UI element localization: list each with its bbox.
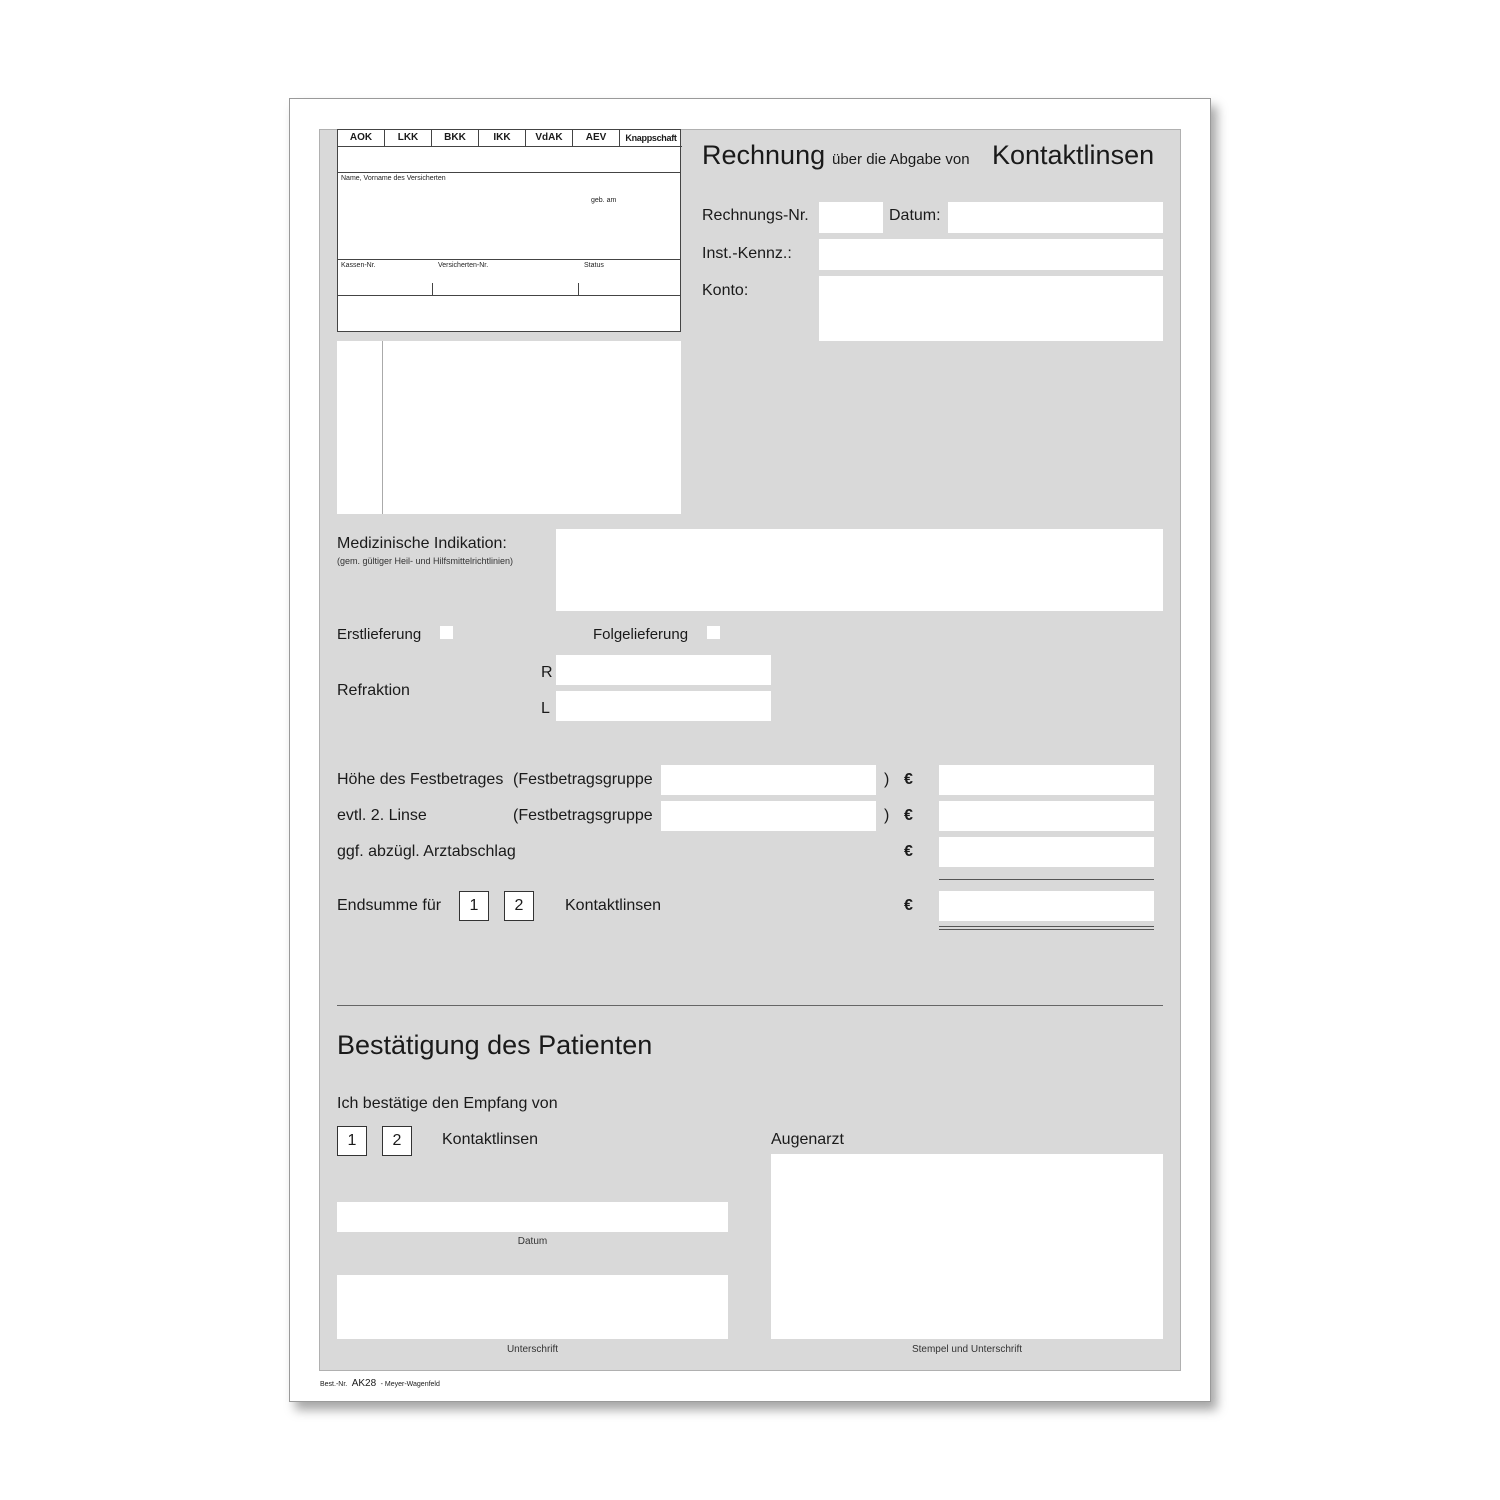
indication-sub: (gem. gültiger Heil- und Hilfsmittelrichtlinien) — [337, 556, 514, 566]
first-delivery-label: Erstlieferung — [337, 626, 422, 643]
total-option-1[interactable]: 1 — [459, 891, 489, 921]
inst-kennz-field[interactable] — [819, 239, 1163, 270]
title-middle: über die Abgabe von — [832, 151, 970, 168]
divider — [382, 341, 383, 514]
signature-field[interactable] — [337, 1275, 728, 1339]
paren-close: ) — [884, 807, 890, 824]
subtotal-line — [939, 879, 1154, 880]
insurance-vdak[interactable]: VdAK — [526, 130, 573, 147]
title-main: Rechnung — [702, 140, 826, 170]
signature-caption: Unterschrift — [506, 1344, 559, 1355]
festbetrag-amount-field[interactable] — [939, 765, 1154, 795]
arztabschlag-amount-field[interactable] — [939, 837, 1154, 867]
indication-field[interactable] — [556, 529, 1163, 611]
confirmation-heading: Bestätigung des Patienten — [337, 1030, 653, 1060]
prescription-box[interactable] — [337, 341, 681, 514]
euro-sign: € — [904, 771, 913, 788]
rechnungs-nr-field[interactable] — [819, 202, 883, 233]
datum-field[interactable] — [948, 202, 1163, 233]
konto-field[interactable] — [819, 276, 1163, 341]
refraction-left-label: L — [541, 700, 550, 717]
received-suffix: Kontaktlinsen — [442, 1131, 539, 1148]
total-option-2[interactable]: 2 — [504, 891, 534, 921]
euro-sign: € — [904, 843, 913, 860]
versicherten-nr-label: Versicherten-Nr. — [438, 262, 489, 269]
confirmation-date-field[interactable] — [337, 1202, 728, 1232]
divider — [432, 283, 433, 295]
konto-label: Konto: — [702, 282, 749, 299]
total-double-line-top — [939, 926, 1154, 927]
arztabschlag-label: ggf. abzügl. Arztabschlag — [337, 843, 516, 860]
refraction-label: Refraktion — [337, 682, 410, 699]
festbetragsgruppe-label-1: (Festbetragsgruppe — [513, 771, 653, 788]
refraction-right-field[interactable] — [556, 655, 771, 685]
indication-label: Medizinische Indikation: — [337, 535, 507, 552]
stamp-caption: Stempel und Unterschrift — [911, 1344, 1023, 1355]
section-divider — [337, 1005, 1163, 1006]
datum-label: Datum: — [889, 207, 941, 224]
inst-kennz-label: Inst.-Kennz.: — [702, 245, 792, 262]
kassen-nr-label: Kassen-Nr. — [341, 262, 376, 269]
follow-delivery-label: Folgelieferung — [593, 626, 689, 643]
insurance-aev[interactable]: AEV — [573, 130, 620, 147]
insurance-lkk[interactable]: LKK — [385, 130, 432, 147]
refraction-right-label: R — [541, 664, 553, 681]
follow-delivery-checkbox[interactable] — [707, 626, 720, 639]
euro-sign: € — [904, 807, 913, 824]
insurance-aok[interactable]: AOK — [338, 130, 385, 147]
order-prefix: Best.-Nr. — [320, 1381, 348, 1388]
refraction-left-field[interactable] — [556, 691, 771, 721]
insurance-ikk[interactable]: IKK — [479, 130, 526, 147]
festbetragsgruppe-field-2[interactable] — [661, 801, 876, 831]
paren-close: ) — [884, 771, 890, 788]
title-end: Kontaktlinsen — [992, 140, 1155, 170]
doctor-label: Augenarzt — [771, 1131, 844, 1148]
order-code: AK28 — [351, 1378, 377, 1389]
rechnungs-nr-label: Rechnungs-Nr. — [702, 207, 809, 224]
total-double-line-bottom — [939, 929, 1154, 930]
insurance-bkk[interactable]: BKK — [432, 130, 479, 147]
received-option-2[interactable]: 2 — [382, 1126, 412, 1156]
festbetragsgruppe-label-2: (Festbetragsgruppe — [513, 807, 653, 824]
total-suffix: Kontaktlinsen — [565, 897, 662, 914]
second-lens-label: evtl. 2. Linse — [337, 807, 427, 824]
name-label: Name, Vorname des Versicherten — [341, 175, 446, 182]
festbetragsgruppe-field-1[interactable] — [661, 765, 876, 795]
date-caption: Datum — [517, 1236, 548, 1247]
divider — [338, 172, 680, 173]
festbetrag-label: Höhe des Festbetrages — [337, 771, 504, 788]
order-number — [320, 1373, 440, 1391]
doctor-stamp-field[interactable] — [771, 1154, 1163, 1339]
status-label: Status — [584, 262, 604, 269]
insurance-knappschaft[interactable]: Knappschaft — [620, 130, 682, 147]
total-amount-field[interactable] — [939, 891, 1154, 921]
euro-sign: € — [904, 897, 913, 914]
divider — [578, 283, 579, 295]
second-lens-amount-field[interactable] — [939, 801, 1154, 831]
insurance-type-row — [338, 130, 682, 147]
confirmation-text: Ich bestätige den Empfang von — [337, 1095, 558, 1112]
insurance-card-box — [337, 129, 681, 332]
received-option-1[interactable]: 1 — [337, 1126, 367, 1156]
divider — [338, 259, 680, 260]
birth-label: geb. am — [591, 197, 617, 204]
total-label: Endsumme für — [337, 897, 442, 914]
publisher: - Meyer-Wagenfeld — [380, 1381, 440, 1388]
first-delivery-checkbox[interactable] — [440, 626, 453, 639]
divider — [338, 295, 680, 296]
